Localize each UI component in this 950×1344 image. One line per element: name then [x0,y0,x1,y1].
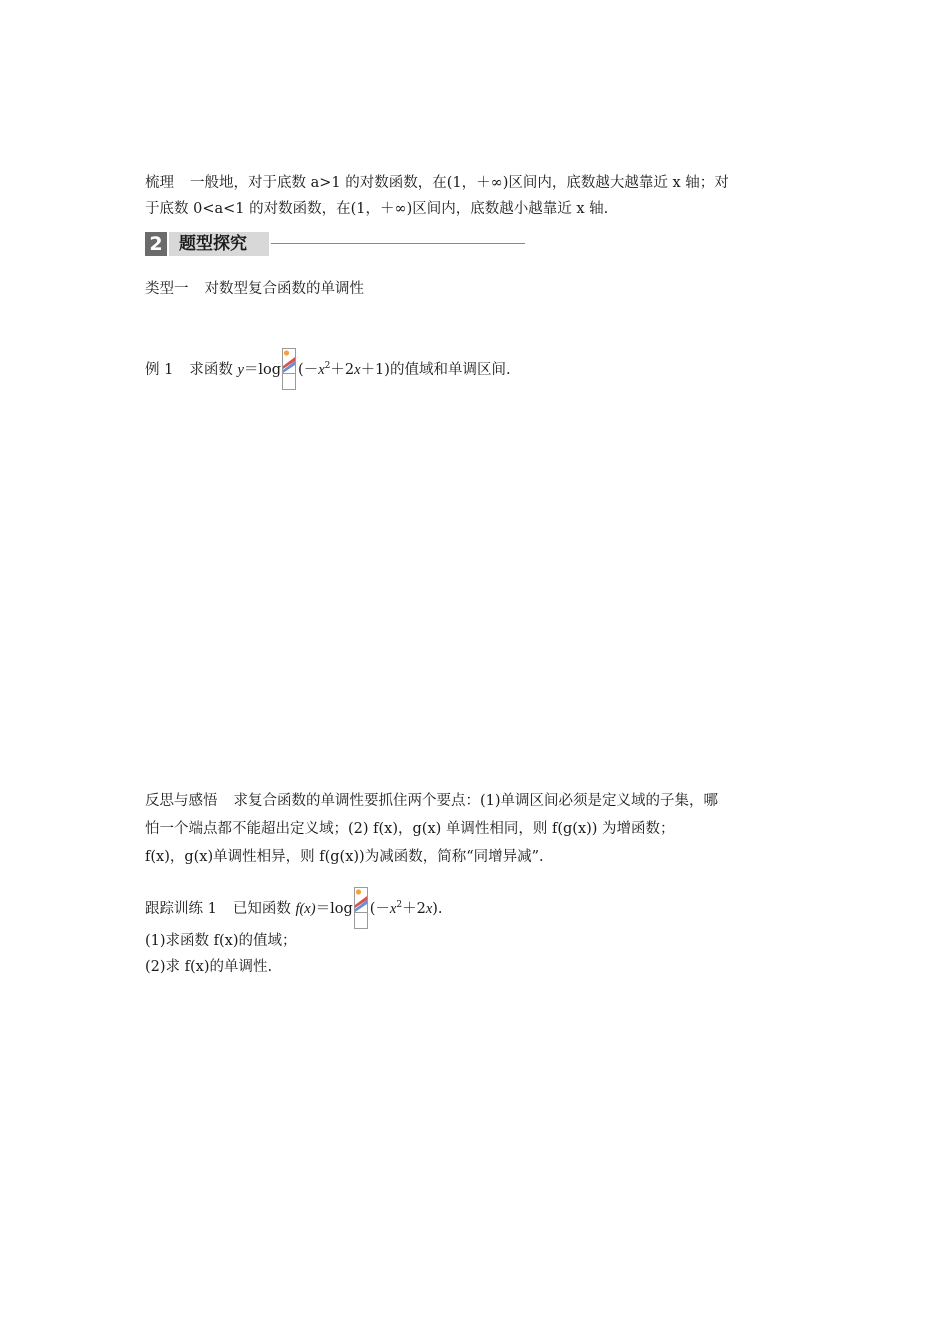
log-base-image-icon [282,348,296,390]
reflection-text-1: 求复合函数的单调性要抓住两个要点：(1)单调区间必须是定义域的子集，哪 [233,793,719,809]
reflection-line-3 [145,847,544,867]
type1-title: 对数型复合函数的单调性 [204,281,364,297]
example1-label: 例 1 [145,362,174,378]
review-label: 梳理 [145,175,174,191]
practice1-pre: 已知函数 [232,901,296,917]
reflection-text-3: f(x)，g(x)单调性相异，则 f(g(x))为减函数，简称“同增异减”. [145,849,544,865]
practice1-post: ). [432,901,443,917]
section-title: 题型探究 [179,234,247,254]
practice1-paren-open: (－ [369,901,390,917]
review-line-1 [145,173,729,193]
review-text-2: 于底数 0<a<1 的对数函数，在(1，＋∞)区间内，底数越小越靠近 x 轴. [145,201,609,217]
type1-label: 类型一 [145,281,189,297]
question-1 [145,931,297,951]
example1-log: ＝log [243,362,282,378]
practice1-log: ＝log [315,901,353,917]
example1-paren-open: (－ [298,362,319,378]
practice1-var-x2: x [425,901,433,917]
reflection-text-2: 怕一个端点都不能超出定义域；(2) f(x)，g(x) 单调性相同，则 f(g(x)) 为增函数； [145,821,675,837]
type1-heading [145,279,364,299]
example1-plus: ＋2 [330,362,355,378]
practice1-exponent: 2 [396,900,403,910]
example1-post: ＋1)的值域和单调区间. [360,362,511,378]
practice1-var-x: x [389,901,397,917]
question-1-text: (1)求函数 f(x)的值域； [145,933,297,949]
question-2 [145,957,272,977]
example1-var-x2: x [354,362,361,378]
example1-var-y: y [237,362,244,378]
reflection-label: 反思与感悟 [145,793,218,809]
question-2-text: (2)求 f(x)的单调性. [145,959,273,975]
practice1-fx: f(x) [295,901,316,917]
section-rule [271,243,525,244]
example1-pre: 求函数 [189,362,238,378]
practice1-plus: ＋2 [402,901,426,917]
section-header [145,232,525,256]
review-text-1: 一般地，对于底数 a>1 的对数函数，在(1，＋∞)区间内，底数越大越靠近 x 轴；对 [190,175,729,191]
example1-exponent: 2 [324,361,331,371]
reflection-line-2 [145,819,675,839]
log-base-image-icon [354,887,368,929]
example1-var-x: x [318,362,325,378]
reflection-line-1 [145,791,718,811]
practice1-label: 跟踪训练 1 [145,901,217,917]
section-number: 2 [145,232,167,256]
example1 [145,348,511,390]
review-line-2 [145,199,608,219]
practice1 [145,887,443,929]
